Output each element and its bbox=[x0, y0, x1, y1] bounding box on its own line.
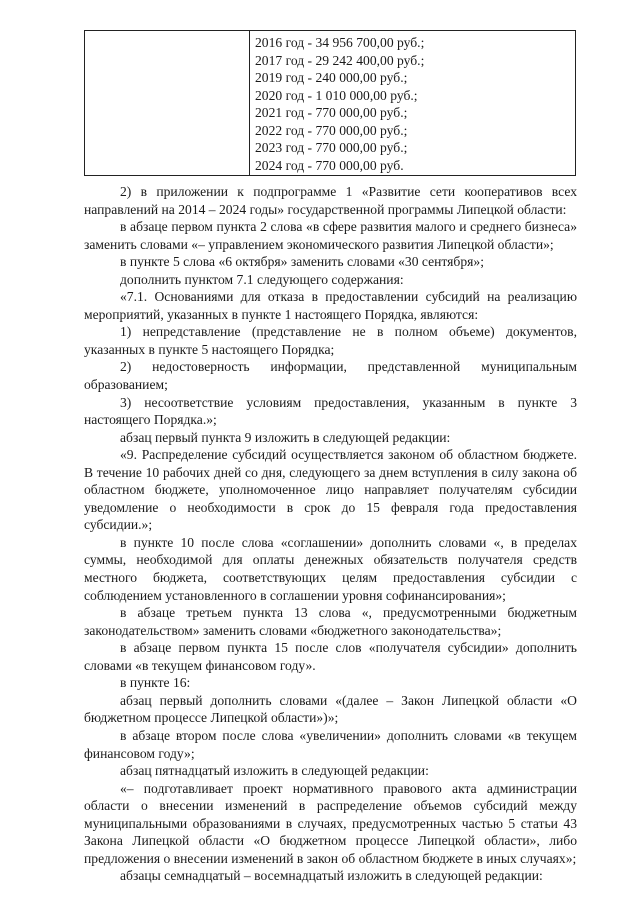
funding-line: 2017 год - 29 242 400,00 руб.; bbox=[255, 52, 425, 68]
paragraph: в пункте 10 после слова «соглашении» дополнить словами «, в пределах суммы, необходимой для оплаты денежных обязательств получателя средств местного бюджета, соответствующих целям предоставления субсидии с соблюдением установленного в соглашении уровня софинансирования»; bbox=[84, 534, 577, 603]
funding-line: 2016 год - 34 956 700,00 руб.; bbox=[255, 35, 425, 50]
paragraph: 1) непредставление (представление не в полном объеме) документов, указанных в пункте 5 настоящего Порядка; bbox=[84, 324, 577, 357]
paragraph: 2) в приложении к подпрограмме 1 «Развитие сети кооперативов всех направлений на 2014 – 2024 годы» государственной программы Липецкой области: bbox=[84, 184, 577, 217]
table-empty-cell bbox=[85, 31, 250, 176]
funding-line: 2024 год - 770 000,00 руб. bbox=[255, 157, 404, 173]
paragraph: в абзаце первом пункта 2 слова «в сфере развития малого и среднего бизнеса» заменить словами «– управлением экономического развития Липецкой области»; bbox=[84, 219, 577, 252]
paragraph: в абзаце первом пункта 15 после слов «получателя субсидии» дополнить словами «в текущем финансовом году». bbox=[84, 640, 577, 673]
paragraph: 2) недостоверность информации, представленной муниципальным образованием; bbox=[84, 359, 577, 393]
funding-table bbox=[84, 30, 576, 176]
funding-line: 2019 год - 240 000,00 руб.; bbox=[255, 70, 408, 86]
table-row bbox=[85, 31, 576, 176]
document-body bbox=[84, 183, 577, 885]
paragraph: абзац первый пункта 9 изложить в следующей редакции: bbox=[120, 429, 451, 445]
paragraph: абзац первый дополнить словами «(далее – Закон Липецкой области «О бюджетном процессе Липецкой области»)»; bbox=[84, 692, 577, 726]
paragraph: в абзаце втором после слова «увеличении» дополнить словами «в текущем финансовом году»; bbox=[84, 727, 577, 761]
paragraph: в абзаце третьем пункта 13 слова «, предусмотренными бюджетным законодательством» заменить словами «бюджетного законодательства»; bbox=[84, 605, 577, 638]
paragraph: «9. Распределение субсидий осуществляется законом об областном бюджете. В течение 10 рабочих дней со дня, следующего за днем вступления в силу закона об областном бюджете, уполномоченное лицо направляет получателям субсидии уведомление о необходимости в срок до 15 февраля года предоставления субсидии.»; bbox=[84, 447, 577, 533]
paragraph: дополнить пунктом 7.1 следующего содержания: bbox=[120, 271, 404, 287]
paragraph: в пункте 5 слова «6 октября» заменить словами «30 сентября»; bbox=[120, 254, 484, 270]
paragraph: в пункте 16: bbox=[120, 675, 191, 691]
funding-by-year-cell bbox=[250, 31, 576, 176]
funding-line: 2021 год - 770 000,00 руб.; bbox=[255, 105, 408, 121]
funding-line: 2020 год - 1 010 000,00 руб.; bbox=[255, 87, 418, 103]
funding-line: 2022 год - 770 000,00 руб.; bbox=[255, 122, 408, 138]
paragraph: «7.1. Основаниями для отказа в предоставлении субсидий на реализацию мероприятий, указанных в пункте 1 настоящего Порядка, являются: bbox=[84, 289, 577, 322]
funding-line: 2023 год - 770 000,00 руб.; bbox=[255, 140, 408, 156]
paragraph: 3) несоответствие условиям предоставления, указанным в пункте 3 настоящего Порядка.»; bbox=[84, 394, 577, 428]
paragraph: абзац пятнадцатый изложить в следующей редакции: bbox=[120, 763, 429, 779]
paragraph: «– подготавливает проект нормативного правового акта администрации области о внесении изменений в распределение объемов субсидий между муниципальными образованиями в случаях, предусмотренных частью 5 статьи 43 Закона Липецкой области «О бюджетном процессе Липецкой области», либо предложения о внесении изменений в закон об областном бюджете в иных случаях»; bbox=[84, 780, 577, 866]
paragraph: абзацы семнадцатый – восемнадцатый изложить в следующей редакции: bbox=[120, 868, 543, 884]
